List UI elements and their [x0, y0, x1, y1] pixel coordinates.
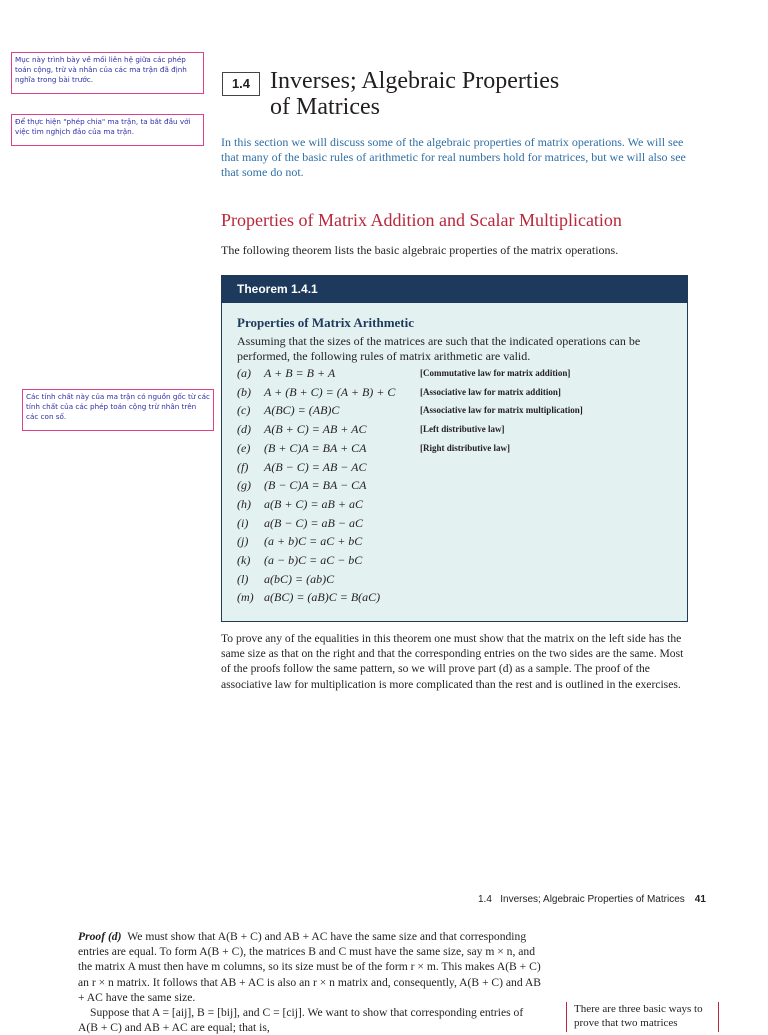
theorem-rule: [237, 572, 334, 587]
section-number-box: 1.4: [222, 72, 260, 96]
theorem-rule: [237, 553, 362, 568]
rule-label: (i): [237, 515, 249, 530]
theorem-rule: [237, 497, 363, 512]
page-number: 41: [694, 894, 706, 905]
rule-law-name: [Associative law for matrix addition]: [420, 386, 561, 397]
rule-equation: (a + b)C = aC + bC: [264, 534, 363, 549]
section-title-line2: of Matrices: [270, 94, 380, 120]
section-title: [270, 68, 559, 120]
subsection-heading: Properties of Matrix Addition and Scalar Multiplication: [221, 210, 622, 230]
theorem-rule: [237, 422, 367, 437]
theorem-label: Theorem 1.4.1: [222, 276, 687, 303]
side-note: There are three basic ways to prove that two matrices: [566, 1002, 719, 1032]
rule-label: (m): [237, 590, 254, 605]
rule-law-name: [Right distributive law]: [420, 442, 510, 453]
rule-label: (f): [237, 459, 249, 474]
rule-law-name: [Left distributive law]: [420, 424, 505, 435]
rule-law-name: [Commutative law for matrix addition]: [420, 368, 571, 378]
rule-equation: A(BC) = (AB)C: [264, 403, 340, 418]
running-header-text: 1.4 Inverses; Algebraic Properties of Matrices: [478, 894, 685, 905]
rule-equation: a(BC) = (aB)C = B(aC): [264, 590, 381, 605]
subsection-lead: The following theorem lists the basic algebraic properties of the matrix operations.: [221, 243, 619, 257]
rule-equation: a(B + C) = aB + aC: [264, 496, 363, 511]
rule-equation: (a − b)C = aC − bC: [264, 553, 363, 567]
rule-label: (l): [237, 571, 249, 586]
proof-label: Proof (d): [78, 930, 122, 943]
rule-equation: A(B + C) = AB + AC: [264, 422, 367, 437]
rule-label: (a): [237, 366, 251, 380]
proof-text: We must show that A(B + C) and AB + AC have the same size and that corresponding entries are equal. To form A(B + C), the matrices B and C must have the same size, say m × n, and the matrix A must then have m columns, so its size must be of the form r × m. This makes A(B + C) an r × n matrix. It follows that AB + AC is also an r × n matrix and, consequently, A(B + C) and AB + AC have the same size.: [78, 930, 542, 1004]
rule-equation: (B − C)A = BA − CA: [264, 478, 367, 493]
rule-label: (g): [237, 478, 251, 493]
rule-equation: A + B = B + A: [264, 366, 336, 380]
theorem-rule: [237, 441, 367, 456]
rule-equation: A(B − C) = AB − AC: [264, 459, 367, 474]
theorem-rule: [237, 516, 363, 531]
rule-label: (e): [237, 440, 251, 455]
theorem-rule: [237, 478, 367, 493]
running-header: [478, 894, 706, 905]
rule-label: (h): [237, 496, 251, 511]
rule-label: (d): [237, 422, 251, 437]
rule-equation: (B + C)A = BA + CA: [264, 440, 367, 455]
rule-equation: a(B − C) = aB − aC: [264, 515, 363, 530]
theorem-rule: [237, 385, 395, 400]
theorem-rule: [237, 534, 362, 549]
theorem-rule: [237, 366, 335, 381]
margin-note-2: Để thực hiện "phép chia" ma trận, ta bắt đầu với việc tìm nghịch đảo của ma trận.: [11, 114, 204, 146]
proof-block: [78, 929, 544, 1035]
rule-label: (c): [237, 403, 251, 418]
theorem-name: Properties of Matrix Arithmetic: [237, 315, 414, 330]
rule-label: (k): [237, 553, 251, 567]
rule-label: (b): [237, 384, 251, 399]
section-intro: In this section we will discuss some of the algebraic properties of matrix operations. We will see that many of the basic rules of arithmetic for real numbers hold for matrices, but we will also see that some do not.: [221, 135, 686, 179]
theorem-box: [221, 275, 688, 622]
theorem-statement: Assuming that the sizes of the matrices are such that the indicated operations can be performed, the following rules of matrix arithmetic are valid.: [237, 334, 641, 363]
rule-equation: A + (B + C) = (A + B) + C: [264, 384, 396, 399]
proof-intro-paragraph: To prove any of the equalities in this theorem one must show that the matrix on the left side has the same size as that on the right and that the corresponding entries on the two sides are the same. Most of the proofs follow the same pattern, so we will prove part (d) as a sample. The proof of the associative law for multiplication is more complicated than the rest and is outlined in the exercises.: [221, 632, 684, 691]
theorem-rule: [237, 460, 367, 475]
margin-note-3: Các tính chất này của ma trận có nguồn gốc từ các tính chất của các phép toán cộng trừ nhân trên các con số.: [22, 389, 214, 431]
rule-equation: a(bC) = (ab)C: [264, 571, 335, 586]
theorem-rule: [237, 590, 380, 605]
proof-text-2: Suppose that A = [aij], B = [bij], and C = [cij]. We want to show that corresponding entries of A(B + C) and AB + AC are equal; that is,: [78, 1006, 524, 1035]
rule-law-name: [Associative law for matrix multiplication]: [420, 405, 583, 416]
section-title-line1: Inverses; Algebraic Properties: [270, 68, 560, 94]
rule-label: (j): [237, 534, 249, 549]
margin-note-1: Mục này trình bày về mối liên hệ giữa các phép toán cộng, trừ và nhân của các ma trận đã định nghĩa trong bài trước.: [11, 52, 204, 94]
theorem-rule: [237, 403, 339, 418]
